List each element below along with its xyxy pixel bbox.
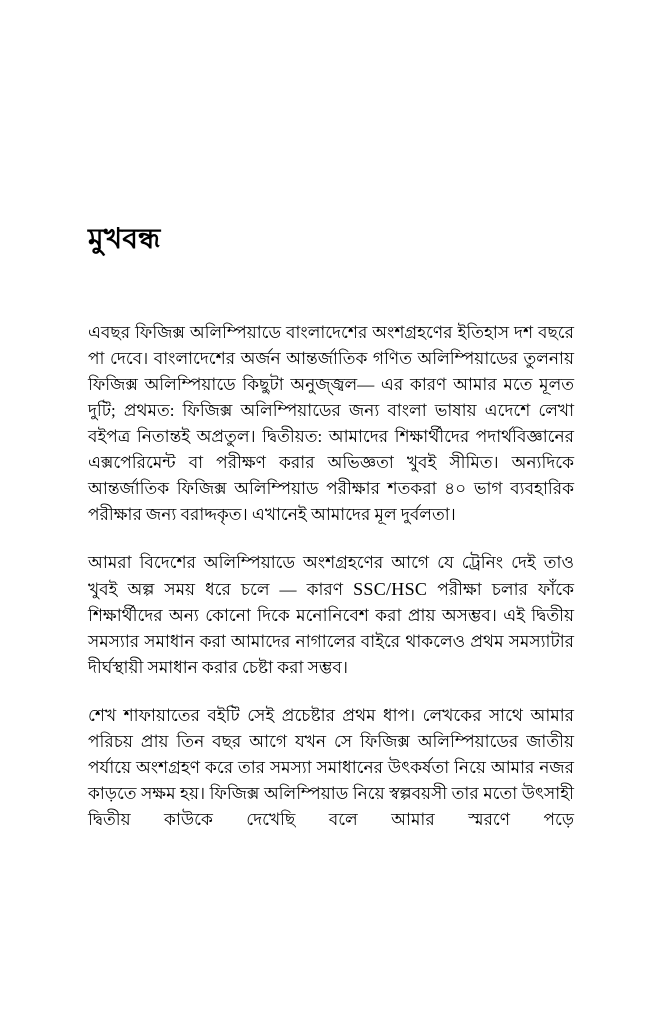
body-paragraph: শেখ শাফায়াতের বইটি সেই প্রচেষ্টার প্রথম ধাপ। লেখকের সাথে আমার পরিচয় প্রায় তিন বছর আগে যখন সে ফিজিক্স অলিম্পিয়াডের জাতীয় পর্যায়ে অংশগ্রহণ করে তার সমস্যা সমাধানের উৎকর্ষতা নিয়ে আমার নজর কাড়তে সক্ষম হয়। ফিজিক্স অলিম্পিয়াড নিয়ে স্বল্পবয়সী তার মতো উৎসাহী দ্বিতীয় কাউকে দেখেছি বলে আমার স্মরণে পড়ে — [88, 706, 574, 830]
paragraph-text-segment: পরীক্ষা চলার ফাঁকে শিক্ষার্থীদের অন্য কোনো দিকে মনোনিবেশ করা প্রায় অসম্ভব। এই দ্বিতীয় সমস্যার সমাধান করা আমাদের নাগালের বাইরে থাকলেও প্রথম সমস্যাটার দীর্ঘস্থায়ী সমাধান করার চেষ্টা করা সম্ভব। — [88, 580, 574, 678]
body-paragraph — [88, 550, 574, 681]
paragraph-text-segment: আমরা বিদেশের অলিম্পিয়াডে অংশগ্রহণের আগে যে ট্রেনিং দেই তাও খুবই অল্প সময় ধরে চলে — কারণ — [88, 553, 574, 600]
page-content — [88, 222, 574, 859]
exam-name-text: SSC/HSC — [353, 579, 428, 600]
page-title: মুখবন্ধ — [88, 224, 161, 255]
body-paragraph: এবছর ফিজিক্স অলিম্পিয়াডে বাংলাদেশের অংশগ্রহণের ইতিহাস দশ বছরে পা দেবে। বাংলাদেশের অর্জন আন্তর্জাতিক গণিত অলিম্পিয়াডের তুলনায় ফিজিক্স অলিম্পিয়াডে কিছুটা অনুজ্জ্বল— এর কারণ আমার মতে মূলত দুটি; প্রথমত: ফিজিক্স অলিম্পিয়াডের জন্য বাংলা ভাষায় এদেশে লেখা বইপত্র নিতান্তই অপ্রতুল। দ্বিতীয়ত: আমাদের শিক্ষার্থীদের পদার্থবিজ্ঞানের এক্সপেরিমেন্ট বা পরীক্ষণ করার অভিজ্ঞতা খুবই সীমিত। অন্যদিকে আন্তর্জাতিক ফিজিক্স অলিম্পিয়াড পরীক্ষার শতকরা ৪০ ভাগ ব্যবহারিক পরীক্ষার জন্য বরাদ্দকৃত। এখানেই আমাদের মূল দুর্বলতা। — [88, 323, 574, 525]
